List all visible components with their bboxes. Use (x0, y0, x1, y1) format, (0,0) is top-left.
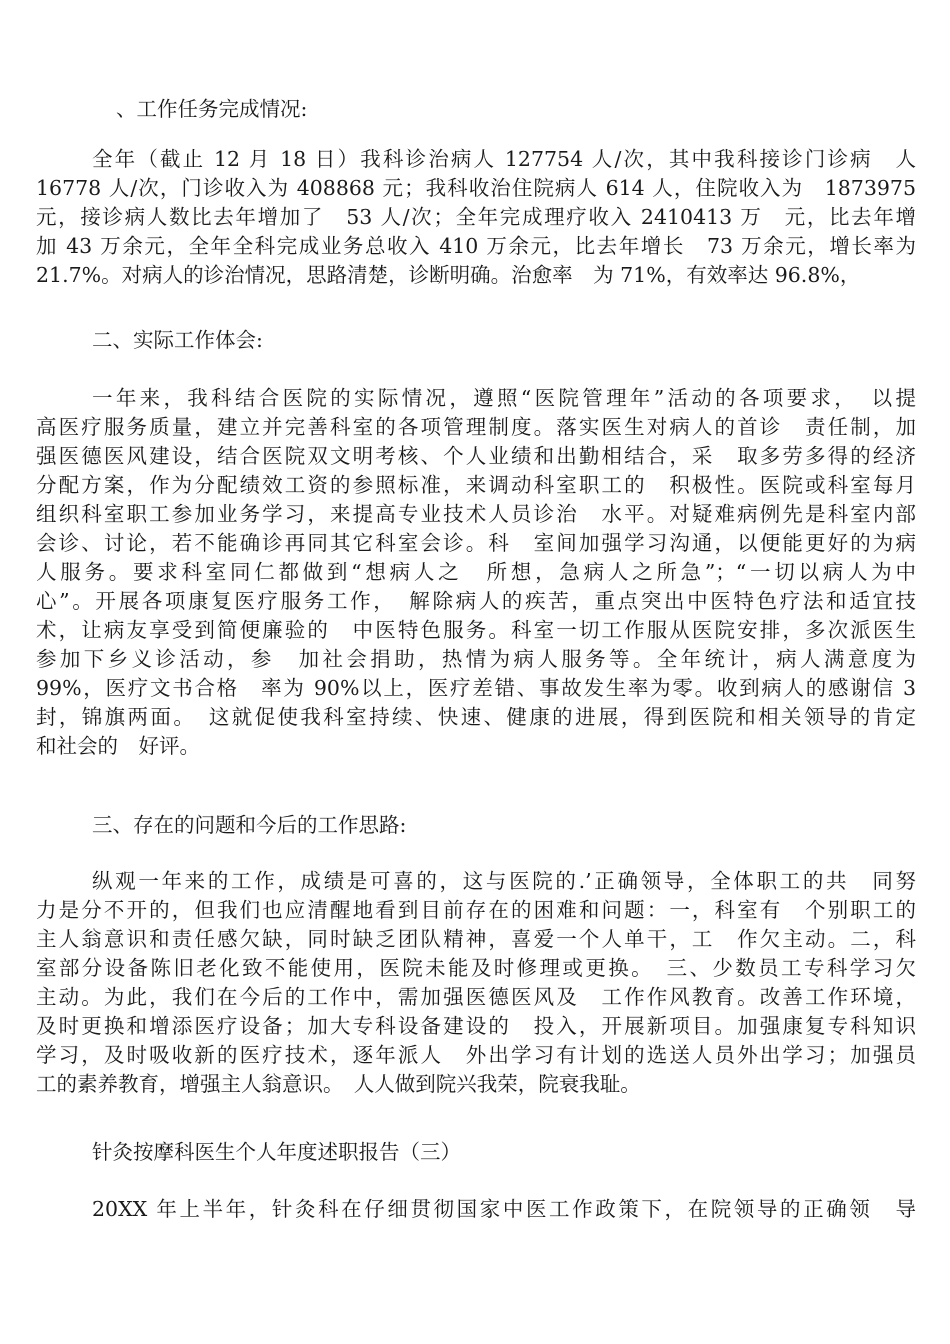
paragraph-line: 组织科室职工参加业务学习，来提高专业技术人员诊治 水平。对疑难病例先是科室内部 (36, 502, 916, 526)
paragraph-line: 99%，医疗文书合格 率为 90%以上，医疗差错、事故发生率为零。收到病人的感谢信 3 (36, 676, 916, 700)
paragraph-line: 高医疗服务质量，建立并完善科室的各项管理制度。落实医生对病人的首诊 责任制，加 (36, 415, 916, 439)
paragraph-line: 会诊、讨论，若不能确诊再同其它科室会诊。科 室间加强学习沟通，以便能更好的为病 (36, 531, 916, 555)
section-4-paragraph (36, 1195, 916, 1224)
paragraph-line: 心”。开展各项康复医疗服务工作， 解除病人的疾苦，重点突出中医特色疗法和适宜技 (36, 589, 916, 613)
paragraph-line: 和社会的 好评。 (36, 734, 200, 758)
section-3-paragraph (36, 867, 916, 1099)
paragraph-line: 元，接诊病人数比去年增加了 53 人/次；全年完成理疗收入 2410413 万 元，比去年增 (36, 205, 916, 229)
paragraph-line: 术，让病友享受到简便廉验的 中医特色服务。科室一切工作服从医院安排，多次派医生 (36, 618, 916, 642)
paragraph-line: 及时更换和增添医疗设备；加大专科设备建设的 投入，开展新项目。加强康复专科知识 (36, 1014, 916, 1038)
paragraph-line: 一年来，我科结合医院的实际情况，遵照“医院管理年”活动的各项要求， 以提 (92, 386, 916, 410)
paragraph-line: 16778 人/次，门诊收入为 408868 元；我科收治住院病人 614 人，住院收入为 1873975 (36, 176, 916, 200)
section-1-paragraph (36, 145, 916, 290)
section-3-heading: 三、存在的问题和今后的工作思路: (92, 813, 407, 837)
paragraph-line: 主动。为此，我们在今后的工作中，需加强医德医风及 工作作风教育。改善工作环境， (36, 985, 916, 1009)
paragraph-line: 力是分不开的，但我们也应清醒地看到目前存在的困难和问题：一，科室有 个别职工的 (36, 898, 916, 922)
paragraph-line: 21.7%。对病人的诊治情况，思路清楚，诊断明确。治愈率 为 71%，有效率达 96.8%， (36, 263, 861, 287)
paragraph-line: 封，锦旗两面。 这就促使我科室持续、快速、健康的进展，得到医院和相关领导的肯定 (36, 705, 916, 729)
section-2-heading: 二、实际工作体会: (92, 328, 263, 352)
section-4-heading: 针灸按摩科医生个人年度述职报告（三） (92, 1140, 461, 1164)
paragraph-line: 纵观一年来的工作，成绩是可喜的，这与医院的.’正确领导，全体职工的共 同努 (92, 869, 916, 893)
paragraph-line: 人服务。要求科室同仁都做到“想病人之 所想，急病人之所急”；“一切以病人为中 (36, 560, 916, 584)
paragraph-line: 20XX 年上半年，针灸科在仔细贯彻国家中医工作政策下，在院领导的正确领 导 (92, 1197, 916, 1221)
paragraph-line: 学习，及时吸收新的医疗技术，逐年派人 外出学习有计划的选送人员外出学习；加强员 (36, 1043, 916, 1067)
paragraph-line: 强医德医风建设，结合医院双文明考核、个人业绩和出勤相结合，采 取多劳多得的经济 (36, 444, 916, 468)
paragraph-line: 参加下乡义诊活动，参 加社会捐助，热情为病人服务等。全年统计，病人满意度为 (36, 647, 916, 671)
paragraph-line: 工的素养教育，增强主人翁意识。 人人做到院兴我荣，院衰我耻。 (36, 1072, 641, 1096)
paragraph-line: 全年（截止 12 月 18 日）我科诊治病人 127754 人/次，其中我科接诊门诊病 人 (92, 147, 916, 171)
paragraph-line: 分配方案，作为分配绩效工资的参照标准，来调动科室职工的 积极性。医院或科室每月 (36, 473, 916, 497)
paragraph-line: 加 43 万余元，全年全科完成业务总收入 410 万余元，比去年增长 73 万余元，增长率为 (36, 234, 916, 258)
section-2-paragraph (36, 384, 916, 761)
paragraph-line: 主人翁意识和责任感欠缺，同时缺乏团队精神，喜爱一个人单干，工 作欠主动。二，科 (36, 927, 916, 951)
section-1-heading: 、工作任务完成情况: (116, 97, 308, 121)
paragraph-line: 室部分设备陈旧老化致不能使用，医院未能及时修理或更换。 三、少数员工专科学习欠 (36, 956, 916, 980)
